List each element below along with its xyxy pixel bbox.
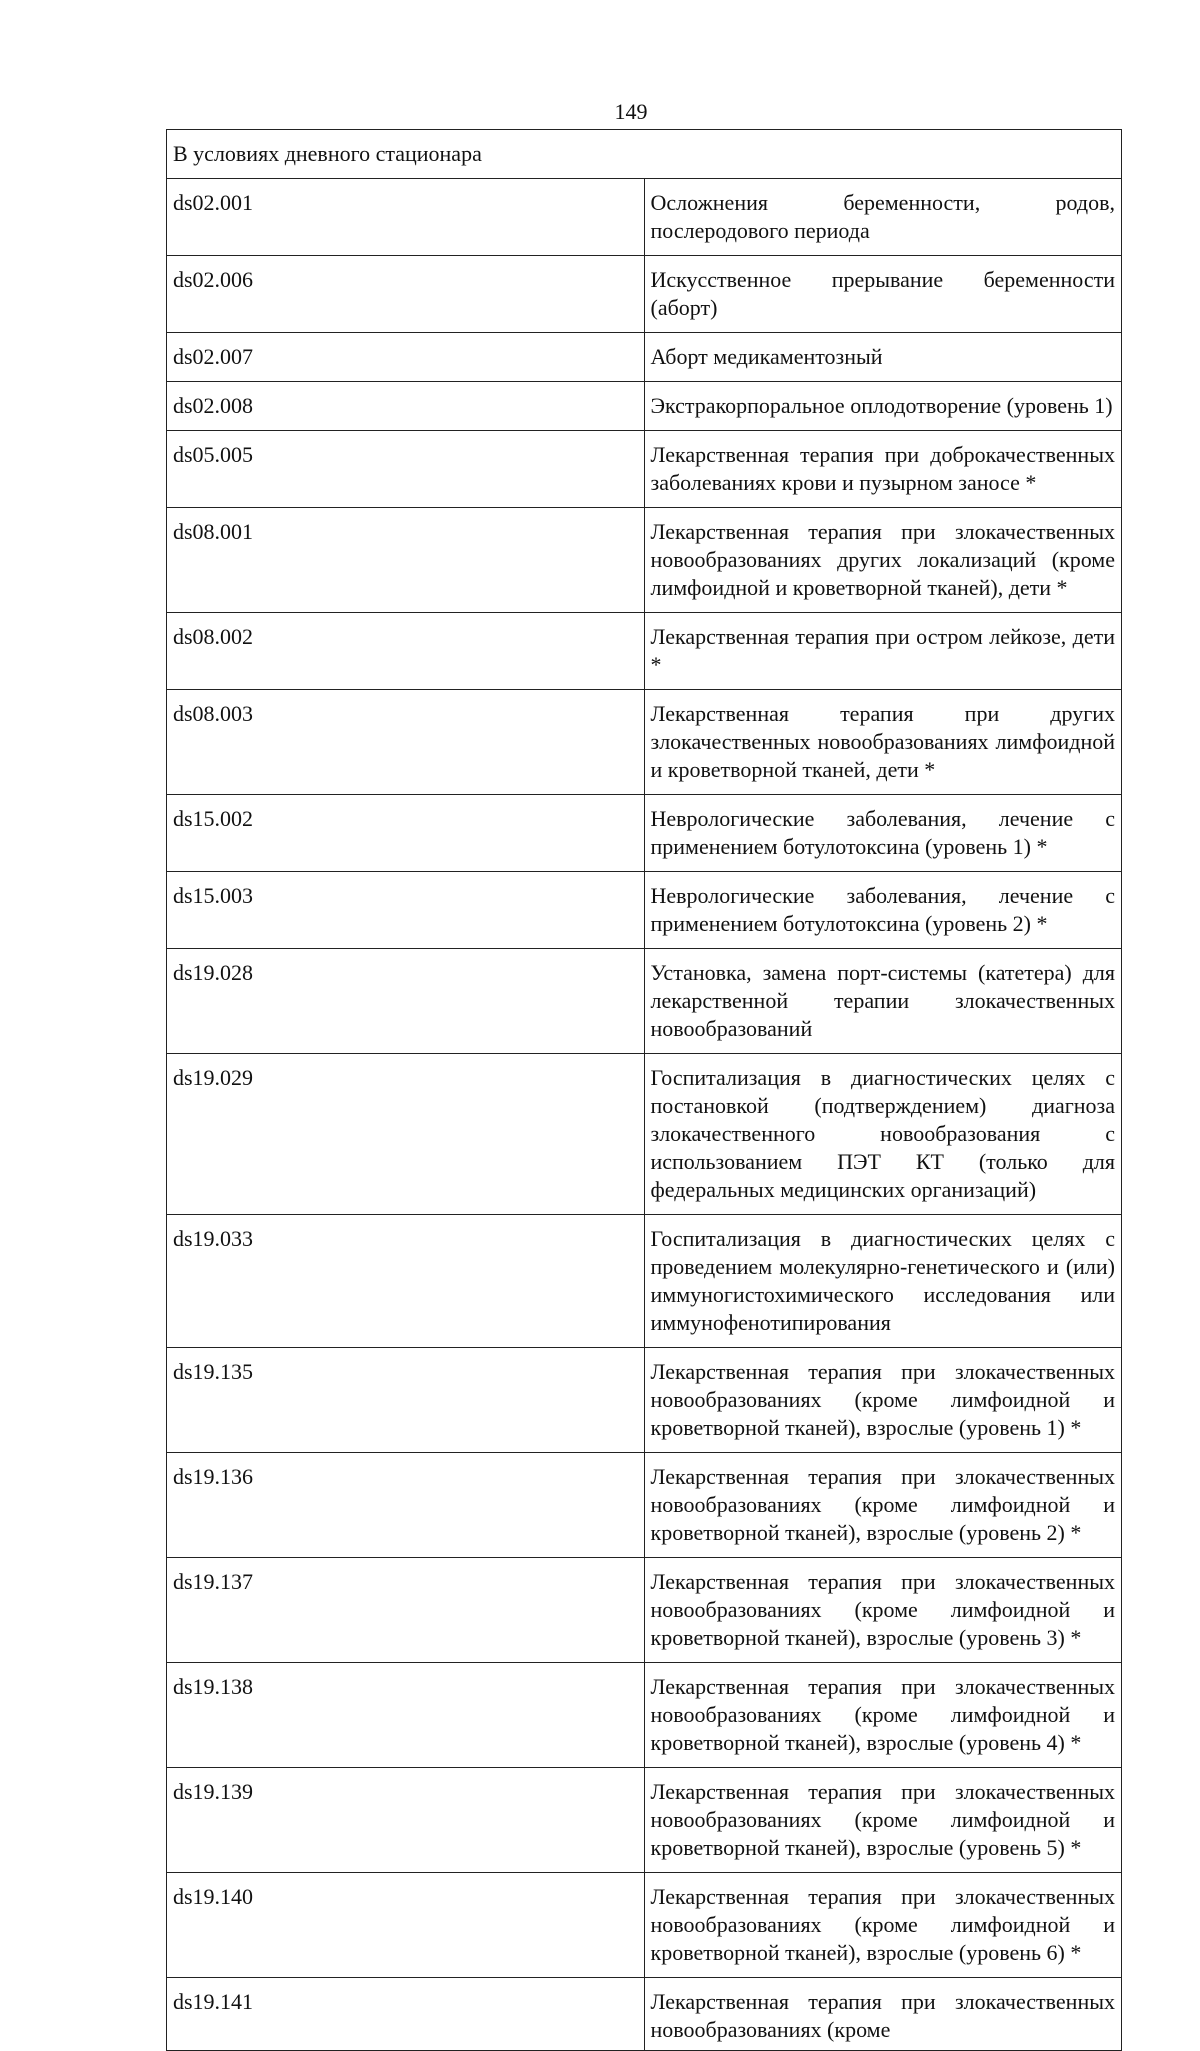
table-row <box>167 333 1122 382</box>
row-code: ds15.002 <box>167 795 645 872</box>
section-title: В условиях дневного стационара <box>167 130 1122 179</box>
row-code: ds19.135 <box>167 1348 645 1453</box>
section-header-row <box>167 130 1122 179</box>
row-description: Осложнения беременности, родов, послеродового периода <box>644 179 1122 256</box>
table-row <box>167 795 1122 872</box>
table-row <box>167 1054 1122 1215</box>
row-code: ds08.002 <box>167 613 645 690</box>
table-row <box>167 1453 1122 1558</box>
table-row <box>167 1978 1122 2051</box>
row-description: Искусственное прерывание беременности (аборт) <box>644 256 1122 333</box>
table-row <box>167 1348 1122 1453</box>
row-description: Лекарственная терапия при злокачественных новообразованиях (кроме <box>644 1978 1122 2051</box>
table-row <box>167 508 1122 613</box>
row-code: ds19.139 <box>167 1768 645 1873</box>
row-description: Лекарственная терапия при злокачественных новообразованиях (кроме лимфоидной и кроветворной тканей), взрослые (уровень 2) * <box>644 1453 1122 1558</box>
row-description: Лекарственная терапия при доброкачественных заболеваниях крови и пузырном заносе * <box>644 431 1122 508</box>
table-row <box>167 1768 1122 1873</box>
table-row <box>167 613 1122 690</box>
table-row <box>167 431 1122 508</box>
row-description: Госпитализация в диагностических целях с проведением молекулярно-генетического и (или) иммуногистохимического исследования или иммунофенотипирования <box>644 1215 1122 1348</box>
table-row <box>167 256 1122 333</box>
table-row <box>167 690 1122 795</box>
table-row <box>167 1558 1122 1663</box>
table-row <box>167 382 1122 431</box>
row-description: Лекарственная терапия при злокачественных новообразованиях (кроме лимфоидной и кроветворной тканей), взрослые (уровень 6) * <box>644 1873 1122 1978</box>
table-row <box>167 1215 1122 1348</box>
table-row <box>167 872 1122 949</box>
table-body <box>167 130 1122 2051</box>
row-description: Лекарственная терапия при других злокачественных новообразованиях лимфоидной и кроветворной тканей, дети * <box>644 690 1122 795</box>
table-row <box>167 1663 1122 1768</box>
table-row <box>167 179 1122 256</box>
row-description: Лекарственная терапия при злокачественных новообразованиях (кроме лимфоидной и кроветворной тканей), взрослые (уровень 1) * <box>644 1348 1122 1453</box>
row-code: ds19.029 <box>167 1054 645 1215</box>
row-code: ds19.140 <box>167 1873 645 1978</box>
row-description: Лекарственная терапия при злокачественных новообразованиях других локализаций (кроме лимфоидной и кроветворной тканей), дети * <box>644 508 1122 613</box>
row-description: Неврологические заболевания, лечение с применением ботулотоксина (уровень 1) * <box>644 795 1122 872</box>
row-code: ds05.005 <box>167 431 645 508</box>
table-row <box>167 1873 1122 1978</box>
row-code: ds02.006 <box>167 256 645 333</box>
row-description: Лекарственная терапия при остром лейкозе, дети * <box>644 613 1122 690</box>
row-description: Аборт медикаментозный <box>644 333 1122 382</box>
table-row <box>167 949 1122 1054</box>
page-number: 149 <box>614 99 648 124</box>
row-code: ds19.028 <box>167 949 645 1054</box>
row-code: ds08.003 <box>167 690 645 795</box>
row-description: Лекарственная терапия при злокачественных новообразованиях (кроме лимфоидной и кроветворной тканей), взрослые (уровень 3) * <box>644 1558 1122 1663</box>
row-code: ds19.136 <box>167 1453 645 1558</box>
row-code: ds19.137 <box>167 1558 645 1663</box>
row-description: Лекарственная терапия при злокачественных новообразованиях (кроме лимфоидной и кроветворной тканей), взрослые (уровень 4) * <box>644 1663 1122 1768</box>
row-code: ds08.001 <box>167 508 645 613</box>
row-code: ds15.003 <box>167 872 645 949</box>
row-code: ds02.001 <box>167 179 645 256</box>
row-description: Экстракорпоральное оплодотворение (уровень 1) <box>644 382 1122 431</box>
row-description: Лекарственная терапия при злокачественных новообразованиях (кроме лимфоидной и кроветворной тканей), взрослые (уровень 5) * <box>644 1768 1122 1873</box>
row-code: ds19.138 <box>167 1663 645 1768</box>
row-code: ds19.141 <box>167 1978 645 2051</box>
row-description: Госпитализация в диагностических целях с постановкой (подтверждением) диагноза злокачественного новообразования с использованием ПЭТ КТ (только для федеральных медицинских организаций) <box>644 1054 1122 1215</box>
row-code: ds19.033 <box>167 1215 645 1348</box>
row-code: ds02.007 <box>167 333 645 382</box>
tariff-table <box>166 129 1122 2051</box>
row-description: Неврологические заболевания, лечение с применением ботулотоксина (уровень 2) * <box>644 872 1122 949</box>
row-code: ds02.008 <box>167 382 645 431</box>
row-description: Установка, замена порт-системы (катетера) для лекарственной терапии злокачественных новообразований <box>644 949 1122 1054</box>
